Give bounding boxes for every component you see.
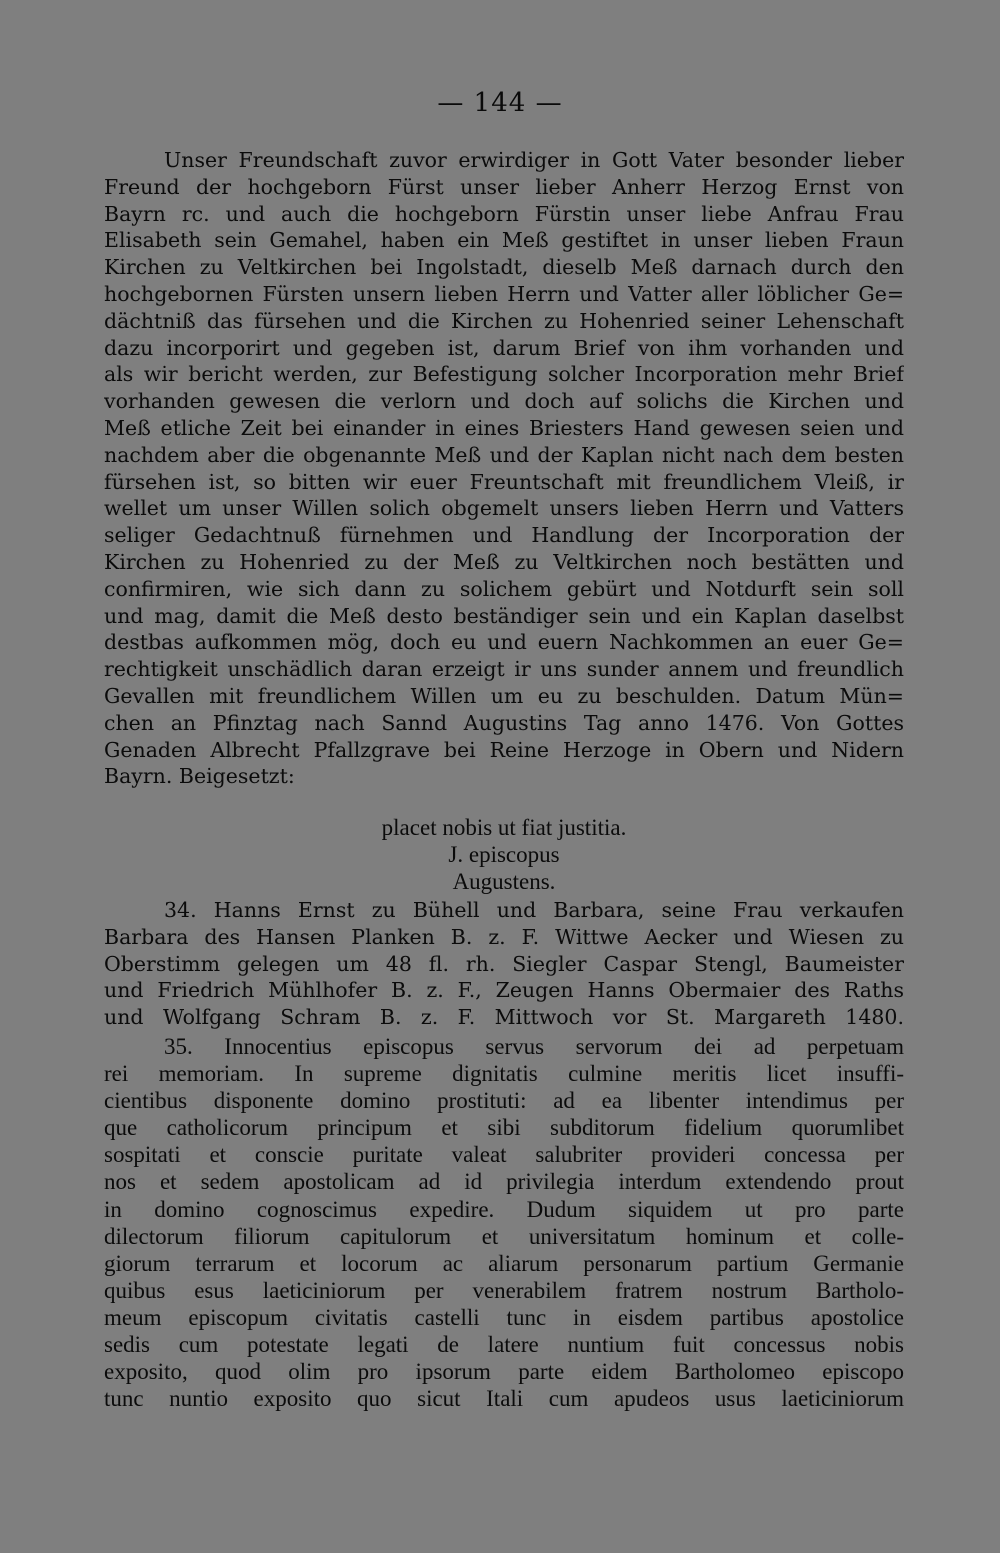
text-line: sedis cum potestate legati de latere nuntium fuit concessus nobis <box>104 1332 904 1358</box>
text-line: dächtniß das fürsehen und die Kirchen zu Hohenried seiner Lehenschaft <box>104 308 904 333</box>
text-line: Bayrn rc. und auch die hochgeborn Fürstin unser liebe Anfrau Frau <box>104 201 904 226</box>
text-line: exposito, quod olim pro ipsorum parte eidem Bartholomeo episcopo <box>104 1359 904 1385</box>
text-line: Kirchen zu Hohenried zu der Meß zu Veltkirchen noch bestätten und <box>104 549 904 574</box>
text-line: tunc nuntio exposito quo sicut Itali cum apudeos usus laeticiniorum <box>104 1386 904 1412</box>
text-line: wellet um unser Willen solich obgemelt unsers lieben Herrn und Vatters <box>104 496 904 521</box>
text-line: giorum terrarum et locorum ac aliarum personarum partium Germanie <box>104 1250 904 1276</box>
text-line: und Wolfgang Schram B. z. F. Mittwoch vor St. Margareth 1480. <box>104 1005 904 1030</box>
text-line: rei memoriam. In supreme dignitatis culmine meritis licet insuffi- <box>104 1061 904 1087</box>
text-line: sospitati et conscie puritate valeat salubriter provideri concessa per <box>104 1142 904 1168</box>
text-line: dilectorum filiorum capitulorum et universitatum hominum et colle- <box>104 1223 904 1249</box>
text-line: Unser Freundschaft zuvor erwirdiger in Gott Vater besonder lieber <box>164 148 904 172</box>
text-line: meum episcopum civitatis castelli tunc in eisdem partibus apostolice <box>104 1304 904 1330</box>
text-line: destbas aufkommen mög, doch eu und euern Nachkommen an euer Ge= <box>104 630 904 655</box>
text-line: Oberstimm gelegen um 48 fl. rh. Siegler Caspar Stengl, Baumeister <box>104 951 904 976</box>
text-line: Elisabeth sein Gemahel, haben ein Meß gestiftet in unser lieben Fraun <box>104 228 904 253</box>
text-line: nachdem aber die obgenannte Meß und der Kaplan nicht nach dem besten <box>104 442 904 467</box>
text-line: Barbara des Hansen Planken B. z. F. Wittwe Aecker und Wiesen zu <box>104 924 904 949</box>
text-line: vorhanden gewesen die verlorn und doch auf solichs die Kirchen und <box>104 389 904 414</box>
text-line: hochgebornen Fürsten unsern lieben Herrn und Vatter aller löblicher Ge= <box>104 281 904 306</box>
text-line: rechtigkeit unschädlich daran erzeigt ir uns sunder annem und freundlich <box>104 657 904 682</box>
text-line: als wir bericht werden, zur Befestigung solcher Incorporation mehr Brief <box>104 362 904 387</box>
text-line: Gevallen mit freundlichem Willen um eu zu beschulden. Datum Mün= <box>104 683 904 708</box>
text-line: und mag, damit die Meß desto beständiger sein und ein Kaplan daselbst <box>104 603 904 628</box>
text-line: dazu incorporirt und gegeben ist, darum Brief von ihm vorhanden und <box>104 335 904 360</box>
entry-34 <box>104 897 904 1031</box>
letter-text <box>104 147 904 790</box>
text-line: cientibus disponente domino prostituti: ad ea libenter intendimus per <box>104 1088 904 1114</box>
endorsement-signature: J. episcopus <box>448 842 560 868</box>
text-line: nos et sedem apostolicam ad id privilegia interdum extendendo prout <box>104 1169 904 1195</box>
entry-35 <box>104 1033 904 1412</box>
text-line: in domino cognoscimus expedire. Dudum siquidem ut pro parte <box>104 1196 904 1222</box>
text-line: confirmiren, wie sich dann zu solichem gebürt und Notdurft sein soll <box>104 576 904 601</box>
text-line: und Friedrich Mühlhofer B. z. F., Zeugen Hanns Obermaier des Raths <box>104 978 904 1003</box>
text-line: chen an Pfinztag nach Sannd Augustins Tag anno 1476. Von Gottes <box>104 710 904 735</box>
text-line: seliger Gedachtnuß fürnehmen und Handlung der Incorporation der <box>104 523 904 548</box>
text-line: Bayrn. Beigesetzt: <box>104 764 295 789</box>
text-line: Meß etliche Zeit bei einander in eines Briesters Hand gewesen seien und <box>104 415 904 440</box>
endorsement <box>104 814 904 895</box>
endorsement-see: Augustens. <box>452 869 556 895</box>
text-line: que catholicorum principum et sibi subditorum fidelium quorumlibet <box>104 1115 904 1141</box>
text-line: Genaden Albrecht Pfallzgrave bei Reine Herzoge in Obern und Nidern <box>104 737 904 762</box>
text-line: fürsehen ist, so bitten wir euer Freuntschaft mit freundlichem Vleiß, ir <box>104 469 904 494</box>
text-line: quibus esus laeticiniorum per venerabilem fratrem nostrum Bartholo- <box>104 1277 904 1303</box>
page-number: — 144 — <box>437 88 563 118</box>
text-line: Kirchen zu Veltkirchen bei Ingolstadt, dieselb Meß darnach durch den <box>104 255 904 280</box>
text-line: 34. Hanns Ernst zu Bühell und Barbara, seine Frau verkaufen <box>164 898 904 922</box>
endorsement-line: placet nobis ut fiat justitia. <box>381 815 627 840</box>
text-line: 35. Innocentius episcopus servus servorum dei ad perpetuam <box>164 1034 904 1059</box>
text-line: Freund der hochgeborn Fürst unser lieber Anherr Herzog Ernst von <box>104 174 904 199</box>
